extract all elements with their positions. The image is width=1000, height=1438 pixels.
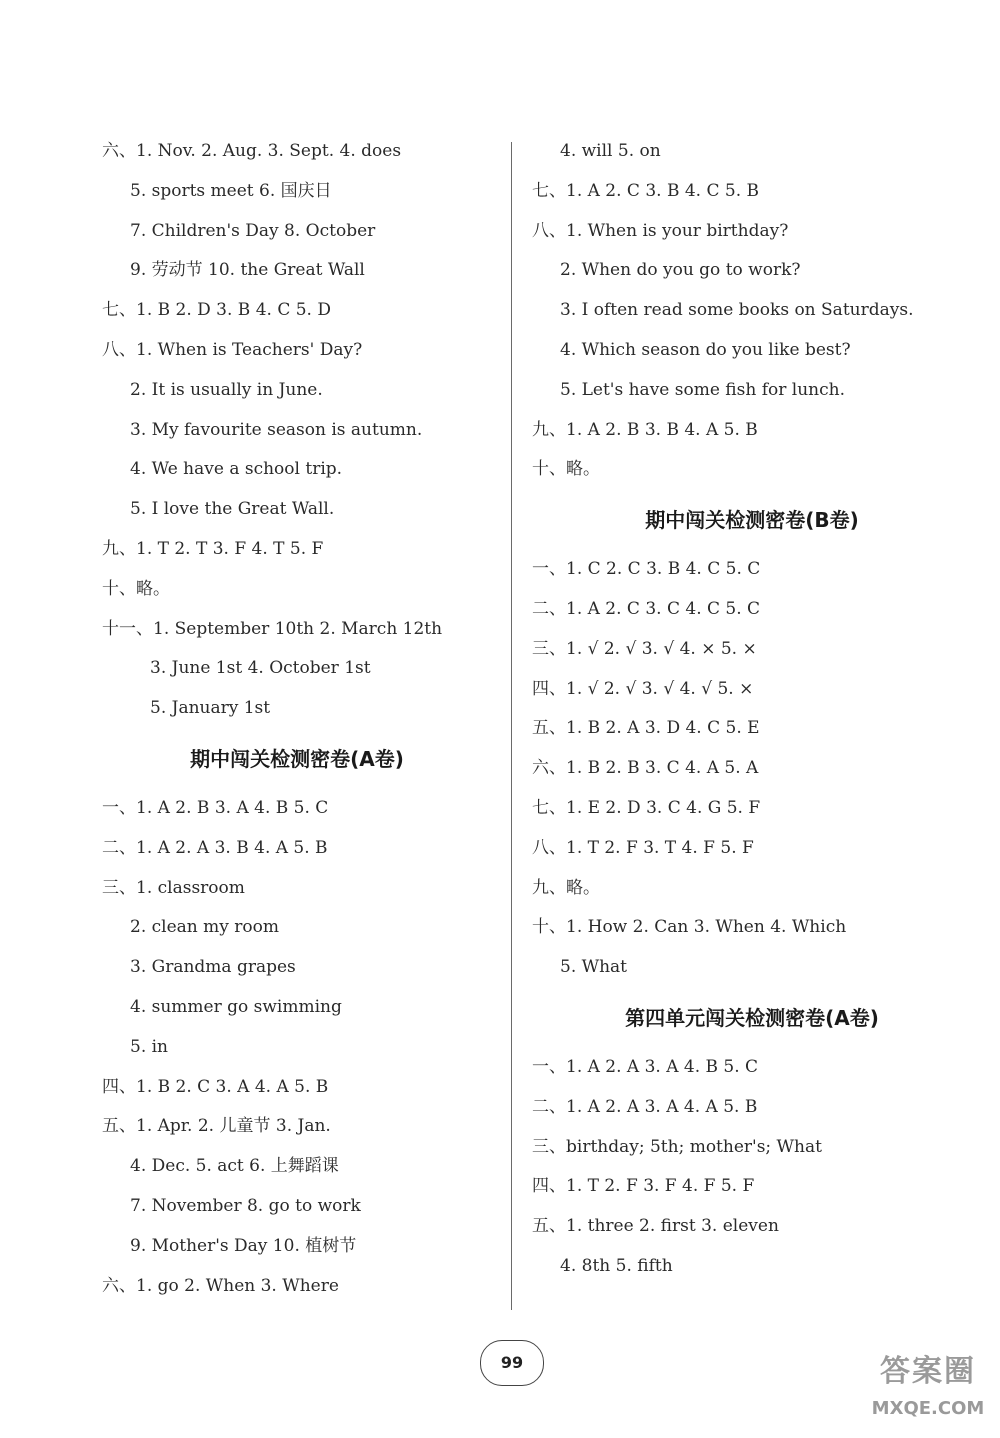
watermark-logo (858, 1350, 998, 1436)
answer-line: 三、birthday; 5th; mother's; What (532, 1136, 822, 1157)
answer-line: 二、1. A 2. A 3. B 4. A 5. B (102, 837, 328, 858)
answer-line: 二、1. A 2. A 3. A 4. A 5. B (532, 1096, 758, 1117)
answer-line: 4. 8th 5. fifth (560, 1255, 673, 1276)
answer-line: 5. sports meet 6. 国庆日 (130, 180, 332, 201)
answer-line: 9. Mother's Day 10. 植树节 (130, 1235, 357, 1256)
column-divider (511, 142, 512, 1310)
answer-line: 5. Let's have some fish for lunch. (560, 379, 845, 400)
answer-line: 六、1. B 2. B 3. C 4. A 5. A (532, 758, 759, 779)
section-heading: 第四单元闯关检测密卷(A卷) (625, 1005, 879, 1030)
answer-line: 9. 劳动节 10. the Great Wall (130, 260, 365, 281)
watermark-top: 答案圈 (880, 1354, 976, 1389)
answer-line: 4. Dec. 5. act 6. 上舞蹈课 (130, 1156, 339, 1177)
answer-line: 七、1. B 2. D 3. B 4. C 5. D (102, 300, 331, 321)
answer-line: 七、1. E 2. D 3. C 4. G 5. F (532, 797, 761, 818)
answer-line: 4. summer go swimming (130, 996, 342, 1017)
answer-line: 五、1. three 2. first 3. eleven (532, 1216, 779, 1237)
answer-line: 二、1. A 2. C 3. C 4. C 5. C (532, 598, 761, 619)
page-number: 99 (480, 1340, 544, 1386)
answer-line: 5. I love the Great Wall. (130, 499, 335, 520)
answer-line: 5. in (130, 1036, 169, 1057)
answer-line: 一、1. A 2. A 3. A 4. B 5. C (532, 1056, 759, 1077)
answer-line: 三、1. classroom (102, 877, 245, 898)
answer-line: 4. Which season do you like best? (560, 339, 851, 360)
answer-line: 十、1. How 2. Can 3. When 4. Which (532, 917, 847, 938)
answer-line: 一、1. A 2. B 3. A 4. B 5. C (102, 797, 329, 818)
answer-line: 5. What (560, 957, 628, 978)
answer-line: 十一、1. September 10th 2. March 12th (102, 618, 443, 639)
answer-line: 3. Grandma grapes (130, 957, 296, 978)
answer-line: 九、略。 (532, 877, 600, 898)
answer-line: 3. I often read some books on Saturdays. (560, 300, 914, 321)
answer-line: 2. clean my room (130, 917, 279, 938)
answer-line: 3. June 1st 4. October 1st (150, 658, 371, 679)
section-heading: 期中闯关检测密卷(A卷) (190, 746, 404, 771)
answer-line: 三、1. √ 2. √ 3. √ 4. × 5. × (532, 638, 757, 659)
answer-line: 十、略。 (102, 578, 170, 599)
answer-line: 2. It is usually in June. (130, 379, 323, 400)
answer-line: 7. Children's Day 8. October (130, 220, 376, 241)
answer-line: 5. January 1st (150, 698, 271, 719)
answer-line: 4. We have a school trip. (130, 459, 343, 480)
left-column (102, 132, 492, 1306)
answer-line: 四、1. B 2. C 3. A 4. A 5. B (102, 1076, 329, 1097)
answer-line: 四、1. √ 2. √ 3. √ 4. √ 5. × (532, 678, 754, 699)
answer-line: 2. When do you go to work? (560, 260, 801, 281)
answer-line: 4. will 5. on (560, 141, 661, 161)
answer-line: 7. November 8. go to work (130, 1195, 361, 1216)
answer-line: 九、1. T 2. T 3. F 4. T 5. F (102, 538, 324, 559)
watermark-bottom: MXQE.COM (871, 1398, 985, 1419)
answer-line: 六、1. Nov. 2. Aug. 3. Sept. 4. does (102, 141, 402, 161)
answer-line: 九、1. A 2. B 3. B 4. A 5. B (532, 419, 758, 440)
section-heading: 期中闯关检测密卷(B卷) (645, 508, 859, 533)
answer-line: 十、略。 (532, 459, 600, 480)
answer-line: 四、1. T 2. F 3. F 4. F 5. F (532, 1176, 755, 1197)
answer-line: 3. My favourite season is autumn. (130, 419, 423, 440)
right-column (532, 132, 972, 1287)
answer-line: 七、1. A 2. C 3. B 4. C 5. B (532, 180, 760, 201)
answer-line: 一、1. C 2. C 3. B 4. C 5. C (532, 559, 761, 580)
answer-line: 八、1. When is Teachers' Day? (102, 339, 363, 360)
answer-line: 六、1. go 2. When 3. Where (102, 1275, 339, 1296)
answer-line: 五、1. B 2. A 3. D 4. C 5. E (532, 718, 760, 739)
answer-line: 八、1. When is your birthday? (532, 220, 789, 241)
answer-line: 八、1. T 2. F 3. T 4. F 5. F (532, 837, 754, 858)
answer-line: 五、1. Apr. 2. 儿童节 3. Jan. (102, 1116, 331, 1137)
